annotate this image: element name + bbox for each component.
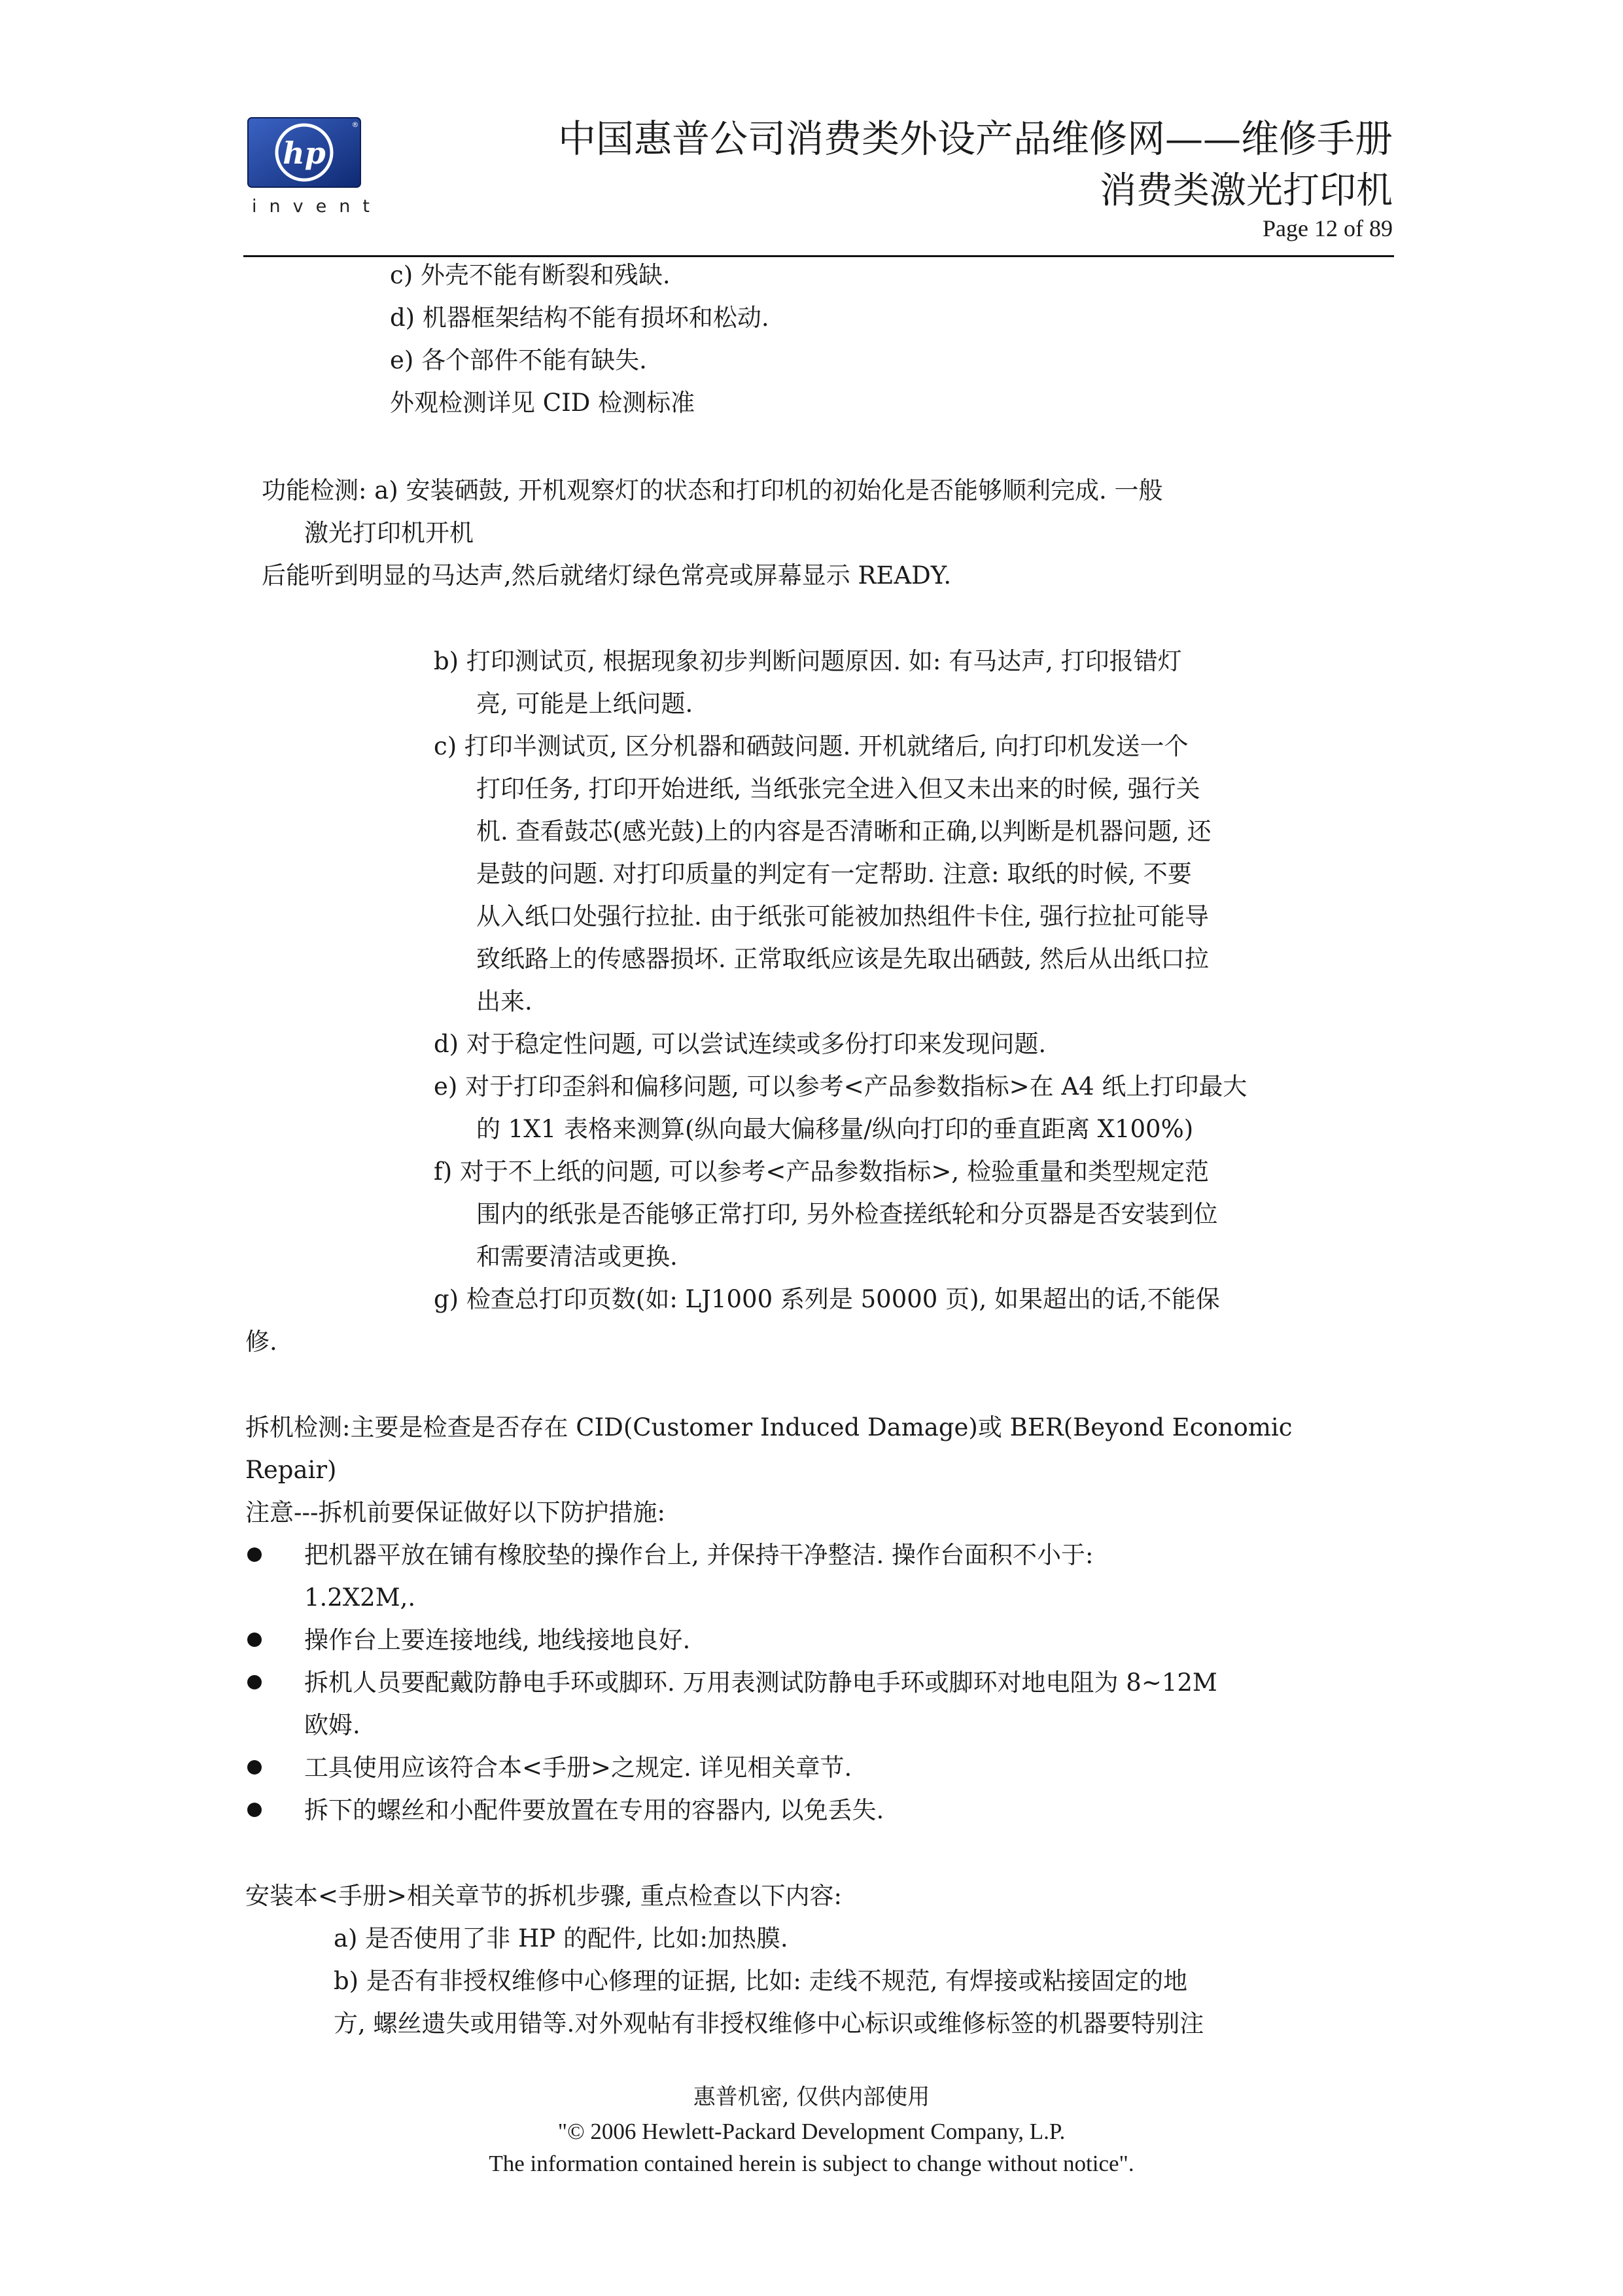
install-item-b: b) 是否有非授权维修中心修理的证据, 比如: 走线不规范, 有焊接或粘接固定的地 xyxy=(334,1967,1188,1995)
function-item-b-cont: 亮, 可能是上纸问题. xyxy=(476,690,693,718)
function-item-b: b) 打印测试页, 根据现象初步判断问题原因. 如: 有马达声, 打印报错灯 xyxy=(434,647,1182,675)
function-item-g-cont: 修. xyxy=(245,1328,277,1356)
function-item-c-cont: 机. 查看鼓芯(感光鼓)上的内容是否清晰和正确,以判断是机器问题, 还 xyxy=(476,817,1212,845)
precaution-item: 把机器平放在铺有橡胶垫的操作台上, 并保持干净整洁. 操作台面积不小于: xyxy=(304,1541,1094,1569)
document-title: 中国惠普公司消费类外设产品维修网——维修手册 xyxy=(557,116,1393,161)
disassembly-caution: 注意---拆机前要保证做好以下防护措施: xyxy=(245,1498,665,1527)
install-item-a: a) 是否使用了非 HP 的配件, 比如:加热膜. xyxy=(334,1924,788,1952)
function-item-c-cont: 从入纸口处强行拉扯. 由于纸张可能被加热组件卡住, 强行拉扯可能导 xyxy=(476,902,1210,930)
appearance-item-c: c) 外壳不能有断裂和残缺. xyxy=(390,261,671,289)
function-item-c-cont: 出来. xyxy=(476,987,532,1016)
document-subtitle: 消费类激光打印机 xyxy=(1100,169,1393,212)
bullet-icon xyxy=(247,1633,262,1647)
footer-confidential: 惠普机密, 仅供内部使用 xyxy=(693,2084,930,2110)
precaution-item: 操作台上要连接地线, 地线接地良好. xyxy=(304,1626,691,1654)
function-item-f-cont: 和需要清洁或更换. xyxy=(476,1243,678,1271)
function-item-c-cont: 打印任务, 打印开始进纸, 当纸张完全进入但又未出来的时候, 强行关 xyxy=(476,775,1200,803)
function-item-d: d) 对于稳定性问题, 可以尝试连续或多份打印来发现问题. xyxy=(434,1030,1047,1058)
function-item-f-cont: 围内的纸张是否能够正常打印, 另外检查搓纸轮和分页器是否安装到位 xyxy=(476,1200,1218,1228)
footer-notice: The information contained herein is subject to change without notice". xyxy=(489,2151,1134,2176)
precaution-item-cont: 欧姆. xyxy=(304,1711,360,1739)
svg-text:hp: hp xyxy=(283,135,326,171)
appearance-cid-note: 外观检测详见 CID 检测标准 xyxy=(390,389,695,417)
appearance-item-e: e) 各个部件不能有缺失. xyxy=(390,346,647,374)
install-intro: 安装本<手册>相关章节的拆机步骤, 重点检查以下内容: xyxy=(245,1882,842,1910)
header-rule xyxy=(243,255,1394,257)
page-number: Page 12 of 89 xyxy=(1263,215,1393,241)
disassembly-intro: 拆机检测:主要是检查是否存在 CID(Customer Induced Damage)或 BER(Beyond Economic xyxy=(245,1413,1293,1441)
hp-logo xyxy=(247,116,364,190)
bullet-icon xyxy=(247,1675,262,1689)
install-item-b-cont: 方, 螺丝遗失或用错等.对外观帖有非授权维修中心标识或维修标签的机器要特别注 xyxy=(334,2009,1204,2038)
function-check-line-3: 后能听到明显的马达声,然后就绪灯绿色常亮或屏幕显示 READY. xyxy=(262,561,952,590)
function-item-e: e) 对于打印歪斜和偏移问题, 可以参考<产品参数指标>在 A4 纸上打印最大 xyxy=(434,1072,1248,1101)
function-item-f: f) 对于不上纸的问题, 可以参考<产品参数指标>, 检验重量和类型规定范 xyxy=(434,1157,1209,1186)
bullet-icon xyxy=(247,1547,262,1562)
precaution-item: 拆下的螺丝和小配件要放置在专用的容器内, 以免丢失. xyxy=(304,1796,884,1824)
hp-logo-icon xyxy=(247,116,364,190)
precaution-item: 拆机人员要配戴防静电手环或脚环. 万用表测试防静电手环或脚环对地电阻为 8~12M xyxy=(304,1669,1217,1697)
function-item-c-cont: 致纸路上的传感器损坏. 正常取纸应该是先取出硒鼓, 然后从出纸口拉 xyxy=(476,945,1210,973)
precaution-item: 工具使用应该符合本<手册>之规定. 详见相关章节. xyxy=(304,1754,852,1782)
function-check-intro: 功能检测: a) 安装硒鼓, 开机观察灯的状态和打印机的初始化是否能够顺利完成. 一般 xyxy=(262,476,1163,504)
function-item-c-cont: 是鼓的问题. 对打印质量的判定有一定帮助. 注意: 取纸的时候, 不要 xyxy=(476,860,1192,888)
function-check-line-2: 激光打印机开机 xyxy=(304,519,474,547)
bullet-icon xyxy=(247,1760,262,1775)
disassembly-intro-cont: Repair) xyxy=(245,1456,337,1484)
precaution-item-cont: 1.2X2M,. xyxy=(304,1583,416,1612)
function-item-e-cont: 的 1X1 表格来测算(纵向最大偏移量/纵向打印的垂直距离 X100%) xyxy=(476,1115,1194,1143)
function-item-c: c) 打印半测试页, 区分机器和硒鼓问题. 开机就绪后, 向打印机发送一个 xyxy=(434,732,1189,760)
footer-copyright: "© 2006 Hewlett-Packard Development Company, L.P. xyxy=(557,2119,1066,2144)
appearance-item-d: d) 机器框架结构不能有损坏和松动. xyxy=(390,304,769,332)
svg-text:®: ® xyxy=(351,120,359,129)
logo-word: invent xyxy=(252,196,382,217)
bullet-icon xyxy=(247,1803,262,1817)
function-item-g: g) 检查总打印页数(如: LJ1000 系列是 50000 页), 如果超出的话,不能保 xyxy=(434,1285,1220,1313)
